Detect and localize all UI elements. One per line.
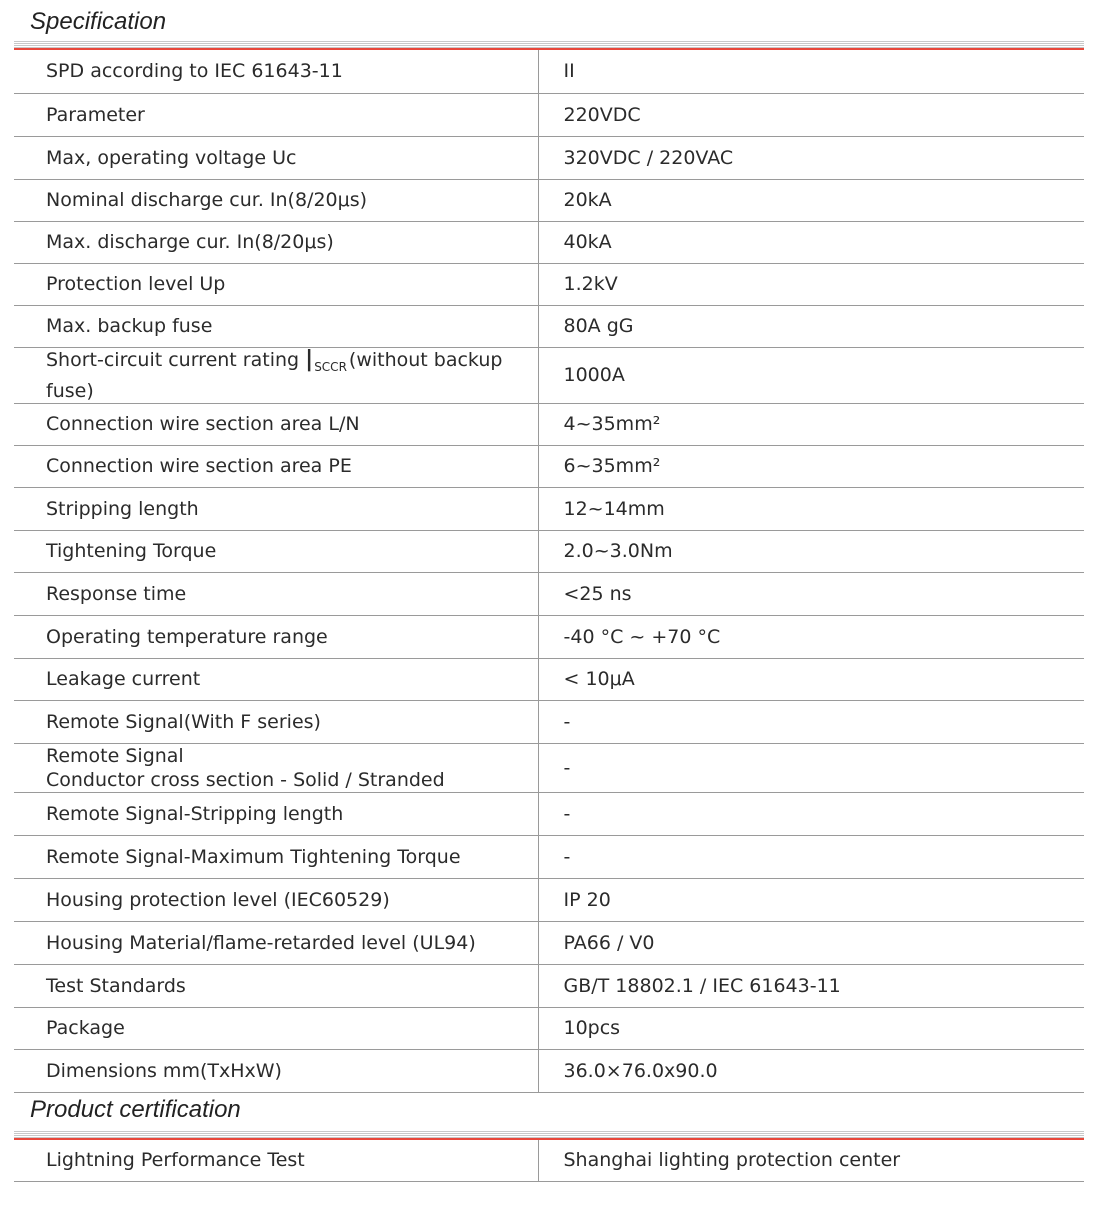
row-value: 4~35mm² bbox=[538, 403, 1084, 445]
table-row bbox=[14, 136, 1084, 179]
specification-table bbox=[14, 50, 1084, 1093]
table-row bbox=[14, 835, 1084, 878]
row-label: Housing protection level (IEC60529) bbox=[14, 878, 538, 921]
row-value: <25 ns bbox=[538, 572, 1084, 615]
row-label: Dimensions mm(TxHxW) bbox=[14, 1049, 538, 1092]
table-row bbox=[14, 700, 1084, 743]
row-label: Remote Signal-Stripping length bbox=[14, 792, 538, 835]
row-value: < 10μA bbox=[538, 658, 1084, 700]
table-row bbox=[14, 792, 1084, 835]
row-label: Lightning Performance Test bbox=[14, 1140, 538, 1181]
table-row bbox=[14, 572, 1084, 615]
table-row bbox=[14, 530, 1084, 572]
row-value: -40 °C ~ +70 °C bbox=[538, 615, 1084, 658]
label-text: (without backup fuse) bbox=[46, 348, 503, 402]
table-row bbox=[14, 1140, 1084, 1181]
table-row bbox=[14, 50, 1084, 93]
table-row bbox=[14, 305, 1084, 347]
row-label: Max, operating voltage Uc bbox=[14, 136, 538, 179]
row-label: Housing Material/flame-retarded level (UL94) bbox=[14, 921, 538, 964]
row-value: 220VDC bbox=[538, 93, 1084, 136]
current-symbol: | bbox=[305, 346, 314, 372]
row-value: PA66 / V0 bbox=[538, 921, 1084, 964]
row-value: II bbox=[538, 50, 1084, 93]
certification-table bbox=[14, 1140, 1084, 1182]
row-label: SPD according to IEC 61643-11 bbox=[14, 50, 538, 93]
row-label: Tightening Torque bbox=[14, 530, 538, 572]
row-value: Shanghai lighting protection center bbox=[538, 1140, 1084, 1181]
row-value: 36.0×76.0x90.0 bbox=[538, 1049, 1084, 1092]
row-label: Connection wire section area PE bbox=[14, 445, 538, 487]
table-row bbox=[14, 487, 1084, 530]
row-value: 320VDC / 220VAC bbox=[538, 136, 1084, 179]
row-label: Parameter bbox=[14, 93, 538, 136]
row-label: Remote Signal(With F series) bbox=[14, 700, 538, 743]
row-label: Protection level Up bbox=[14, 263, 538, 305]
table-row bbox=[14, 878, 1084, 921]
cert-title-rule bbox=[14, 1130, 1084, 1140]
row-value: 40kA bbox=[538, 221, 1084, 263]
row-label: Stripping length bbox=[14, 487, 538, 530]
cert-section-title: Product certification bbox=[30, 1096, 241, 1123]
row-value: 80A gG bbox=[538, 305, 1084, 347]
table-row bbox=[14, 263, 1084, 305]
table-row bbox=[14, 743, 1084, 792]
row-label: Operating temperature range bbox=[14, 615, 538, 658]
row-value: GB/T 18802.1 / IEC 61643-11 bbox=[538, 964, 1084, 1007]
table-row bbox=[14, 221, 1084, 263]
table-row bbox=[14, 93, 1084, 136]
row-label: Max. backup fuse bbox=[14, 305, 538, 347]
row-value: 12~14mm bbox=[538, 487, 1084, 530]
table-row bbox=[14, 921, 1084, 964]
table-row bbox=[14, 658, 1084, 700]
row-value: - bbox=[538, 700, 1084, 743]
table-row bbox=[14, 964, 1084, 1007]
label-text: Short-circuit current rating bbox=[46, 348, 306, 371]
table-row bbox=[14, 615, 1084, 658]
row-label: Max. discharge cur. In(8/20μs) bbox=[14, 221, 538, 263]
row-value: IP 20 bbox=[538, 878, 1084, 921]
sccr-subscript: SCCR bbox=[314, 359, 347, 374]
spec-section-title: Specification bbox=[30, 8, 167, 35]
row-label: Test Standards bbox=[14, 964, 538, 1007]
label-line-1: Remote Signal bbox=[46, 744, 184, 767]
row-label: Remote Signal-Maximum Tightening Torque bbox=[14, 835, 538, 878]
table-row bbox=[14, 347, 1084, 403]
row-label: Response time bbox=[14, 572, 538, 615]
row-label: Package bbox=[14, 1007, 538, 1049]
spec-title-rule bbox=[14, 40, 1084, 50]
row-value: 6~35mm² bbox=[538, 445, 1084, 487]
label-line-2: Conductor cross section - Solid / Stranded bbox=[46, 768, 445, 791]
row-value: 10pcs bbox=[538, 1007, 1084, 1049]
row-value: - bbox=[538, 835, 1084, 878]
table-row bbox=[14, 445, 1084, 487]
row-value: 1000A bbox=[538, 347, 1084, 403]
row-value: 1.2kV bbox=[538, 263, 1084, 305]
table-row bbox=[14, 1049, 1084, 1092]
row-value: - bbox=[538, 743, 1084, 792]
table-row bbox=[14, 179, 1084, 221]
row-value: 2.0~3.0Nm bbox=[538, 530, 1084, 572]
row-label bbox=[14, 743, 538, 792]
row-value: - bbox=[538, 792, 1084, 835]
row-label: Nominal discharge cur. In(8/20μs) bbox=[14, 179, 538, 221]
table-row bbox=[14, 403, 1084, 445]
row-label: Connection wire section area L/N bbox=[14, 403, 538, 445]
row-value: 20kA bbox=[538, 179, 1084, 221]
table-row bbox=[14, 1007, 1084, 1049]
row-label bbox=[14, 347, 538, 403]
row-label: Leakage current bbox=[14, 658, 538, 700]
